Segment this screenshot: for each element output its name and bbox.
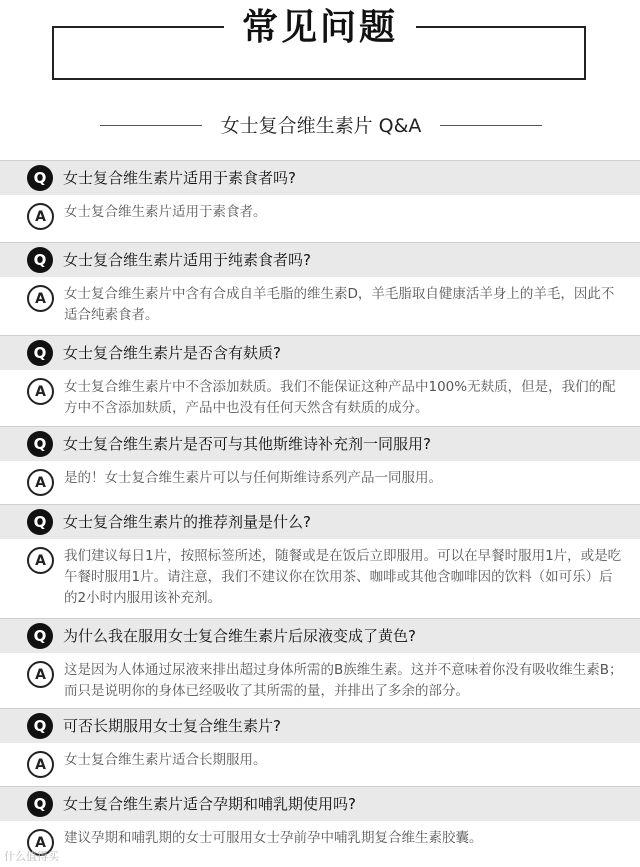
divider-right xyxy=(440,125,542,126)
faq-item xyxy=(0,786,640,867)
answer-text: 建议孕期和哺乳期的女士可服用女士孕前孕中哺乳期复合维生素胶囊。 xyxy=(64,830,483,846)
question-icon: Q xyxy=(27,623,53,649)
answer-icon: A xyxy=(27,378,54,405)
question-text: 女士复合维生素片适合孕期和哺乳期使用吗? xyxy=(63,795,356,813)
question-icon: Q xyxy=(27,713,53,739)
faq-item xyxy=(0,335,640,425)
question-row xyxy=(0,160,640,195)
answer-icon: A xyxy=(27,285,54,312)
answer-text: 女士复合维生素片中不含添加麸质。我们不能保证这种产品中100%无麸质，但是，我们的配方中不含添加麸质，产品中也没有任何天然含有麸质的成分。 xyxy=(64,379,616,416)
question-text: 女士复合维生素片是否可与其他斯维诗补充剂一同服用? xyxy=(63,435,431,453)
question-text: 为什么我在服用女士复合维生素片后尿液变成了黄色? xyxy=(63,627,416,645)
question-text: 女士复合维生素片适用于纯素食者吗? xyxy=(63,251,311,269)
question-row xyxy=(0,618,640,653)
answer-icon: A xyxy=(27,751,54,778)
faq-item xyxy=(0,504,640,616)
answer-icon: A xyxy=(27,829,54,856)
answer-row xyxy=(0,195,640,230)
question-text: 女士复合维生素片适用于素食者吗? xyxy=(63,169,296,187)
answer-icon: A xyxy=(27,547,54,574)
question-icon: Q xyxy=(27,509,53,535)
question-row xyxy=(0,786,640,821)
answer-row xyxy=(0,370,640,419)
question-icon: Q xyxy=(27,165,53,191)
answer-text: 女士复合维生素片适合长期服用。 xyxy=(64,752,267,768)
page-title: 常见问题 xyxy=(224,6,416,50)
answer-row xyxy=(0,743,640,778)
watermark: 什么值得买 xyxy=(4,850,59,863)
page-subtitle: 女士复合维生素片 Q&A xyxy=(220,115,422,137)
question-icon: Q xyxy=(27,791,53,817)
answer-text: 女士复合维生素片适用于素食者。 xyxy=(64,204,267,220)
faq-item xyxy=(0,708,640,788)
question-row xyxy=(0,426,640,461)
answer-icon: A xyxy=(27,661,54,688)
faq-item xyxy=(0,160,640,236)
subtitle-row xyxy=(0,111,640,141)
question-icon: Q xyxy=(27,340,53,366)
question-row xyxy=(0,335,640,370)
faq-item xyxy=(0,426,640,506)
answer-row xyxy=(0,277,640,326)
faq-item xyxy=(0,242,640,332)
question-row xyxy=(0,504,640,539)
answer-text: 女士复合维生素片中含有合成自羊毛脂的维生素D，羊毛脂取自健康活羊身上的羊毛，因此不适合纯素食者。 xyxy=(64,286,615,323)
faq-item xyxy=(0,618,640,710)
answer-row xyxy=(0,821,640,856)
answer-icon: A xyxy=(27,469,54,496)
answer-icon: A xyxy=(27,203,54,230)
question-icon: Q xyxy=(27,247,53,273)
divider-left xyxy=(100,125,202,126)
answer-row xyxy=(0,461,640,496)
answer-row xyxy=(0,539,640,609)
answer-text: 我们建议每日1片，按照标签所述，随餐或是在饭后立即服用。可以在早餐时服用1片，或是吃午餐时服用1片。请注意，我们不建议你在饮用茶、咖啡或其他含咖啡因的饮料（如可乐）后的2小时内服用该补充剂。 xyxy=(64,548,622,606)
answer-text: 这是因为人体通过尿液来排出超过身体所需的B族维生素。这并不意味着你没有吸收维生素B；而只是说明你的身体已经吸收了其所需的量，并排出了多余的部分。 xyxy=(64,662,623,699)
answer-row xyxy=(0,653,640,702)
answer-text: 是的！女士复合维生素片可以与任何斯维诗系列产品一同服用。 xyxy=(64,470,442,486)
question-row xyxy=(0,708,640,743)
question-text: 可否长期服用女士复合维生素片? xyxy=(63,717,281,735)
question-text: 女士复合维生素片的推荐剂量是什么? xyxy=(63,513,311,531)
question-row xyxy=(0,242,640,277)
question-text: 女士复合维生素片是否含有麸质? xyxy=(63,344,281,362)
question-icon: Q xyxy=(27,431,53,457)
